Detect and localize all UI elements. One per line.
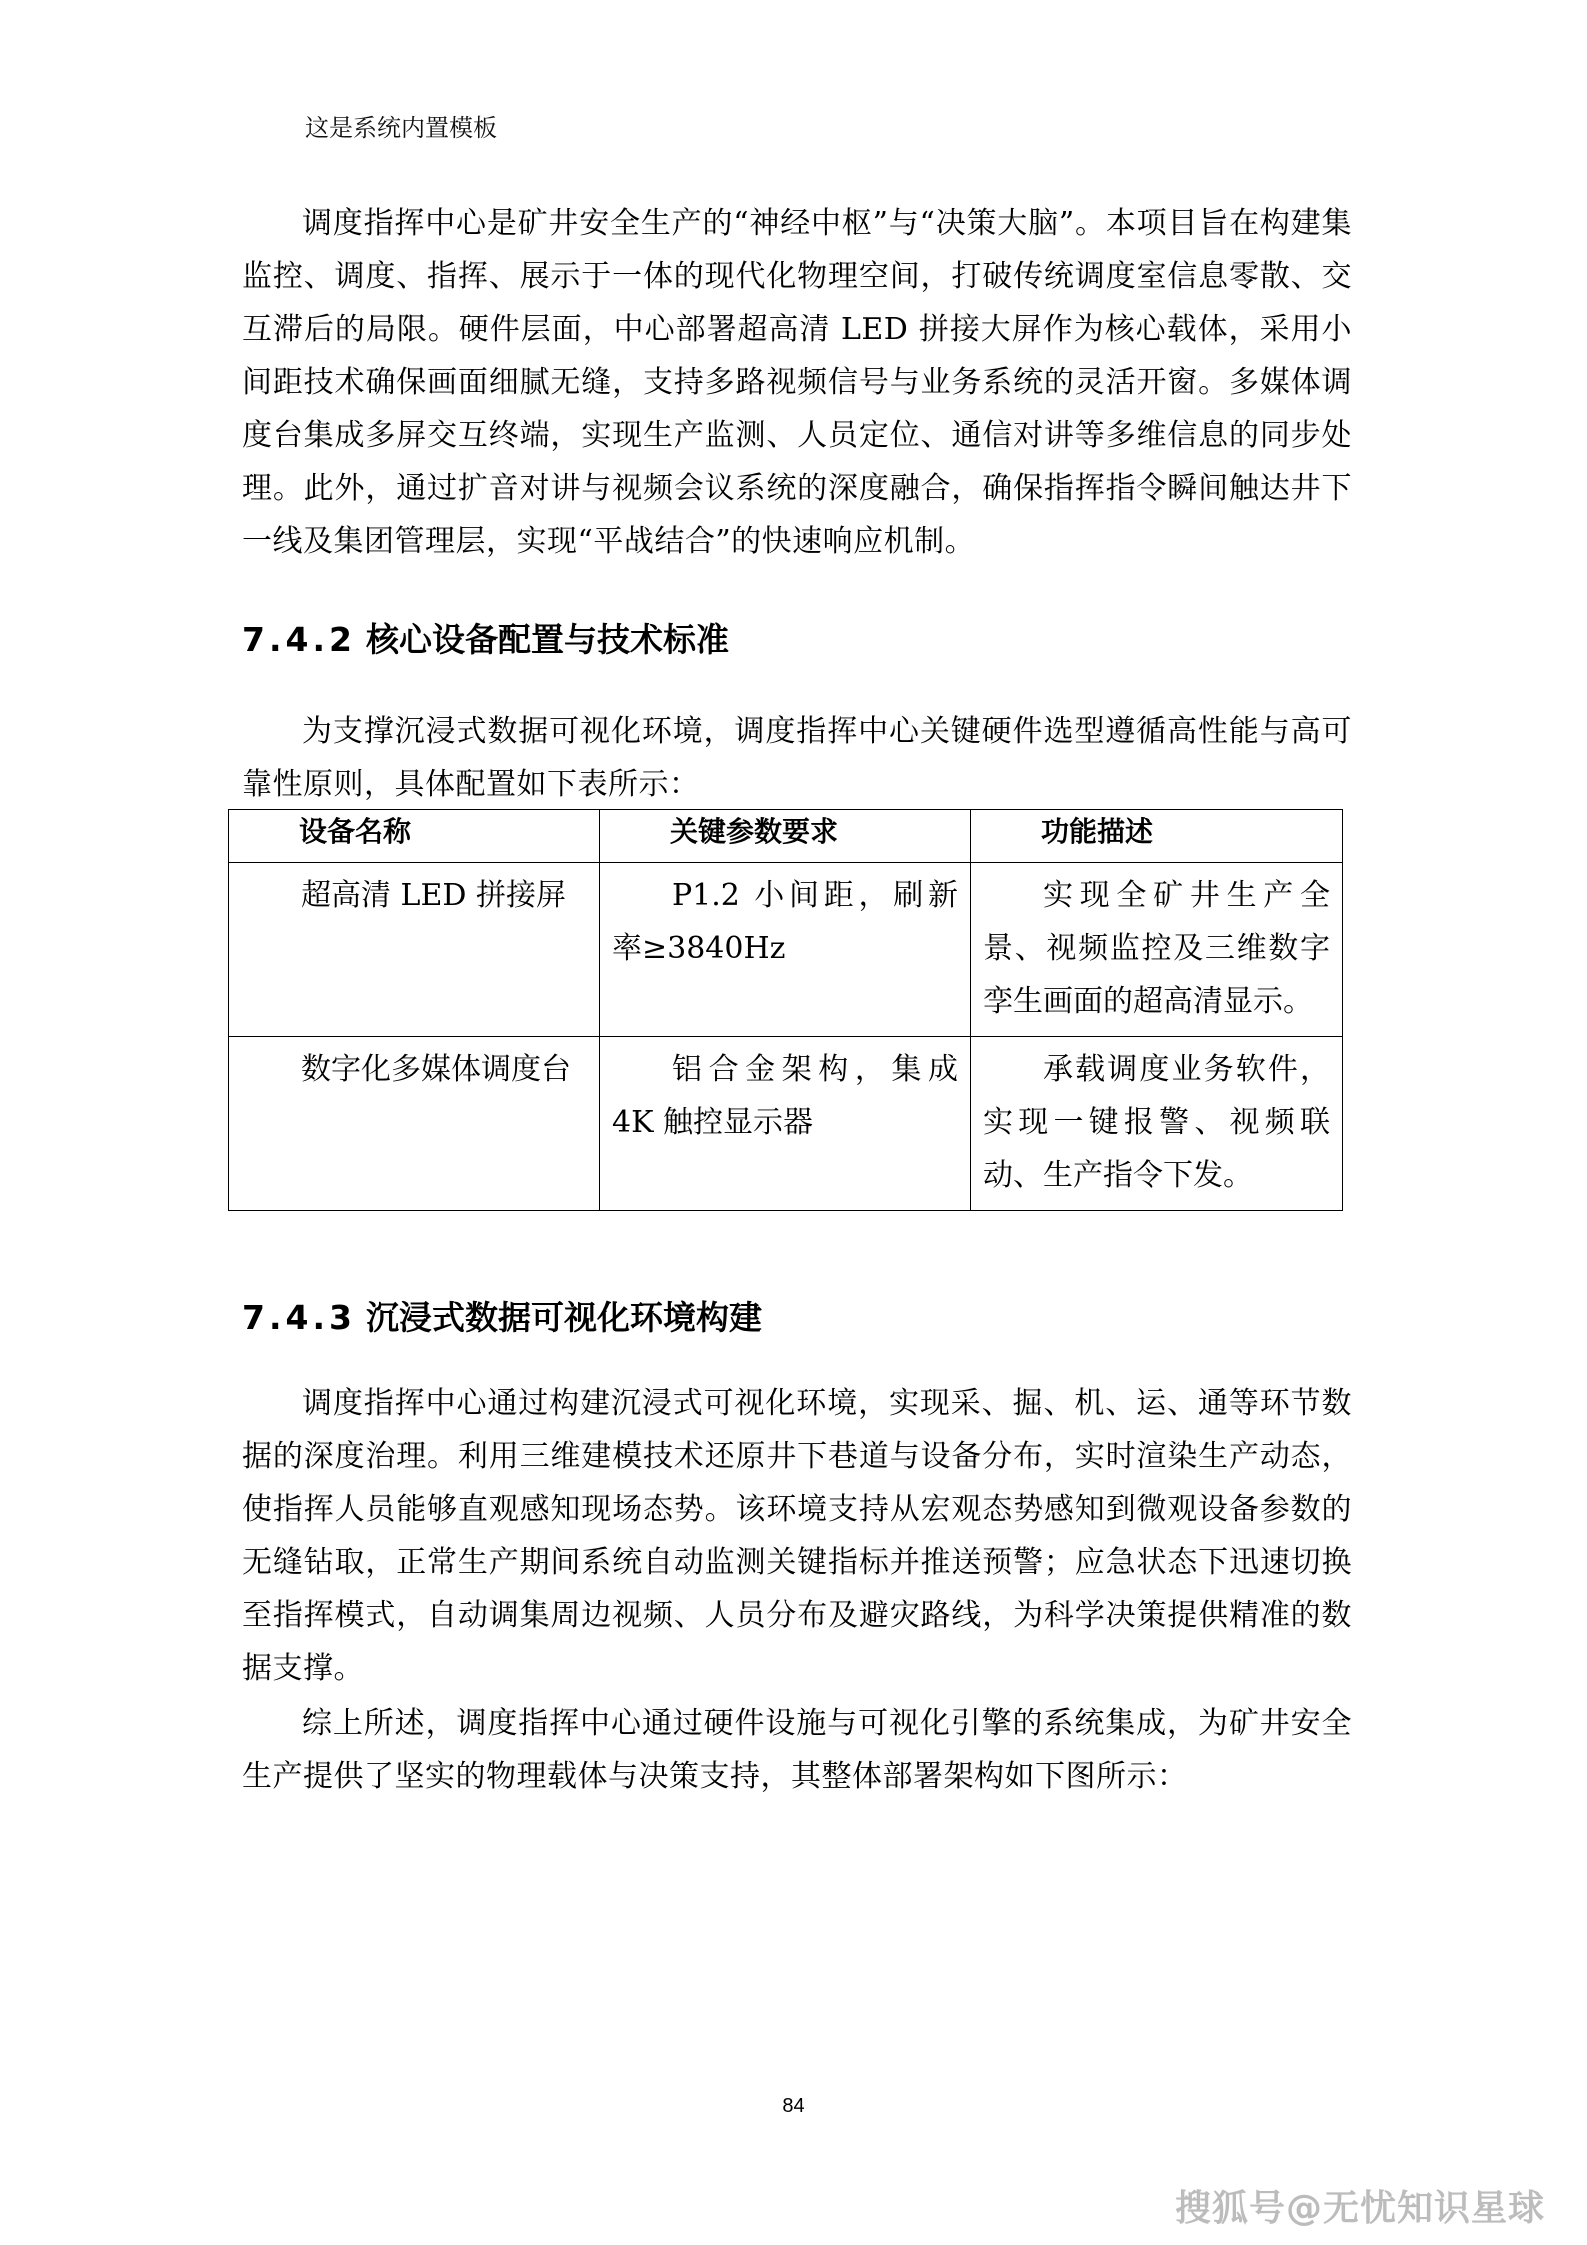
section-7-4-2-paragraph: 为支撑沉浸式数据可视化环境，调度指挥中心关键硬件选型遵循高性能与高可靠性原则，具体配置如下表所示： xyxy=(242,714,1352,802)
table-cell-key-params: P1.2 小间距，刷新率≥3840Hz xyxy=(600,863,971,1037)
table-cell-device-name: 超高清 LED 拼接屏 xyxy=(229,863,600,1037)
table-row xyxy=(229,1037,1343,1211)
table-header-row xyxy=(229,810,1343,863)
section-number: 7.4.3 xyxy=(242,1298,356,1337)
watermark: 搜狐号@无忧知识星球 xyxy=(1174,2188,1545,2229)
table-header-cell: 设备名称 xyxy=(229,810,600,863)
section-7-4-3-paragraph-2: 综上所述，调度指挥中心通过硬件设施与可视化引擎的系统集成，为矿井安全生产提供了坚实的物理载体与决策支持，其整体部署架构如下图所示： xyxy=(242,1706,1352,1794)
intro-paragraph: 调度指挥中心是矿井安全生产的“神经中枢”与“决策大脑”。本项目旨在构建集监控、调度、指挥、展示于一体的现代化物理空间，打破传统调度室信息零散、交互滞后的局限。硬件层面，中心部署超高清 LED 拼接大屏作为核心载体，采用小间距技术确保画面细腻无缝，支持多路视频信号与业务系统的灵活开窗。多媒体调度台集成多屏交互终端，实现生产监测、人员定位、通信对讲等多维信息的同步处理。此外，通过扩音对讲与视频会议系统的深度融合，确保指挥指令瞬间触达井下一线及集团管理层，实现“平战结合”的快速响应机制。 xyxy=(242,206,1352,559)
equipment-spec-table xyxy=(228,809,1343,1211)
template-header-note: 这是系统内置模板 xyxy=(305,114,497,142)
table-cell-key-params: 铝合金架构，集成 4K 触控显示器 xyxy=(600,1037,971,1211)
section-heading-7-4-3 xyxy=(242,1296,762,1340)
table-header-cell: 功能描述 xyxy=(971,810,1343,863)
table-cell-function: 承载调度业务软件，实现一键报警、视频联动、生产指令下发。 xyxy=(971,1037,1343,1211)
table-cell-device-name: 数字化多媒体调度台 xyxy=(229,1037,600,1211)
section-heading-7-4-2 xyxy=(242,618,729,662)
section-7-4-3-paragraph-1: 调度指挥中心通过构建沉浸式可视化环境，实现采、掘、机、运、通等环节数据的深度治理。利用三维建模技术还原井下巷道与设备分布，实时渲染生产动态，使指挥人员能够直观感知现场态势。该环境支持从宏观态势感知到微观设备参数的无缝钻取，正常生产期间系统自动监测关键指标并推送预警；应急状态下迅速切换至指挥模式，自动调集周边视频、人员分布及避灾路线，为科学决策提供精准的数据支撑。 xyxy=(242,1386,1352,1686)
section-title: 沉浸式数据可视化环境构建 xyxy=(365,1298,762,1337)
table-row xyxy=(229,863,1343,1037)
table-header-cell: 关键参数要求 xyxy=(600,810,971,863)
page-number: 84 xyxy=(782,2095,805,2117)
section-number: 7.4.2 xyxy=(242,620,356,659)
table-cell-function: 实现全矿井生产全景、视频监控及三维数字孪生画面的超高清显示。 xyxy=(971,863,1343,1037)
section-title: 核心设备配置与技术标准 xyxy=(365,620,729,659)
